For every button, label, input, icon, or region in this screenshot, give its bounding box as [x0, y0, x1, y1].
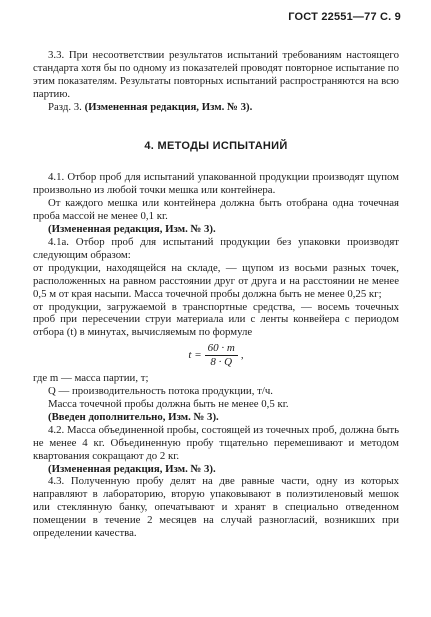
- section-3-note: [33, 101, 399, 114]
- note-4-1: (Измененная редакция, Изм. № 3).: [48, 223, 216, 236]
- paragraph-4-1a-c: от продукции, загружаемой в транспортные средства, — восемь точечных проб при пересечении струи материала или с ленты конвейера с периодом отбора (t) в минутах, вычисляемым по формуле: [33, 300, 399, 339]
- sampling-period-formula: [33, 339, 399, 372]
- where-q: Q — производительность потока продукции, т/ч.: [48, 385, 273, 398]
- note-4-2: (Измененная редакция, Изм. № 3).: [48, 462, 216, 475]
- document-body: [33, 49, 399, 540]
- paragraph-4-1a-b: от продукции, находящейся на складе, — щупом из восьми разных точек, расположенных на равном расстоянии друг от друга и на расстоянии не менее 0,5 м от края насыпи. Масса точечной пробы должна быть не менее 0,25 кг;: [33, 261, 399, 300]
- formula-fraction: [205, 342, 238, 369]
- section-3-label: Разд. 3.: [48, 100, 82, 113]
- formula-denominator: 8 · Q: [210, 356, 233, 369]
- paragraph-4-1: 4.1. Отбор проб для испытаний упакованной продукции производят щупом произвольно из любой точки мешка или контейнера.: [33, 171, 399, 197]
- note-added: (Введен дополнительно, Изм. № 3).: [48, 410, 219, 423]
- paragraph-3-3: 3.3. При несоответствии результатов испытаний требованиям настоящего стандарта хотя бы по одному из показателей проводят повторное испытание по этим показателям. Результаты повторных испытаний распространяются на всю партию.: [33, 49, 399, 100]
- paragraph-4-1a: 4.1а. Отбор проб для испытаний продукции без упаковки производят следующим образом:: [33, 235, 399, 261]
- paragraph-mass: Масса точечной пробы должна быть не менее 0,5 кг.: [48, 398, 289, 411]
- paragraph-4-2: 4.2. Масса объединенной пробы, состоящей из точечных проб, должна быть не менее 4 кг. Объединенную пробу тщательно перемешивают и методом квартования сокращают до 2 кг.: [33, 423, 399, 462]
- where-m: где m — масса партии, т;: [33, 372, 149, 385]
- paragraph-4-1-b: От каждого мешка или контейнера должна быть отобрана одна точечная проба массой не менее 0,1 кг.: [33, 197, 399, 223]
- page-header: ГОСТ 22551—77 С. 9: [288, 11, 401, 23]
- paragraph-4-3: 4.3. Полученную пробу делят на две равные части, одну из которых направляют в лабораторию, вторую упаковывают в полиэтиленовый мешок или стеклянную банку, опечатывают и хранят в специально отведенном помещении в течение 2 месяцев на случай разногласий, возникших при определении качества.: [33, 475, 399, 540]
- formula-numerator: 60 · m: [205, 342, 238, 356]
- section-title: 4. МЕТОДЫ ИСПЫТАНИЙ: [144, 139, 288, 152]
- section-3-amendment: (Измененная редакция, Изм. № 3).: [84, 100, 253, 113]
- formula-tail: ,: [240, 349, 244, 362]
- formula-lhs: t =: [188, 349, 202, 362]
